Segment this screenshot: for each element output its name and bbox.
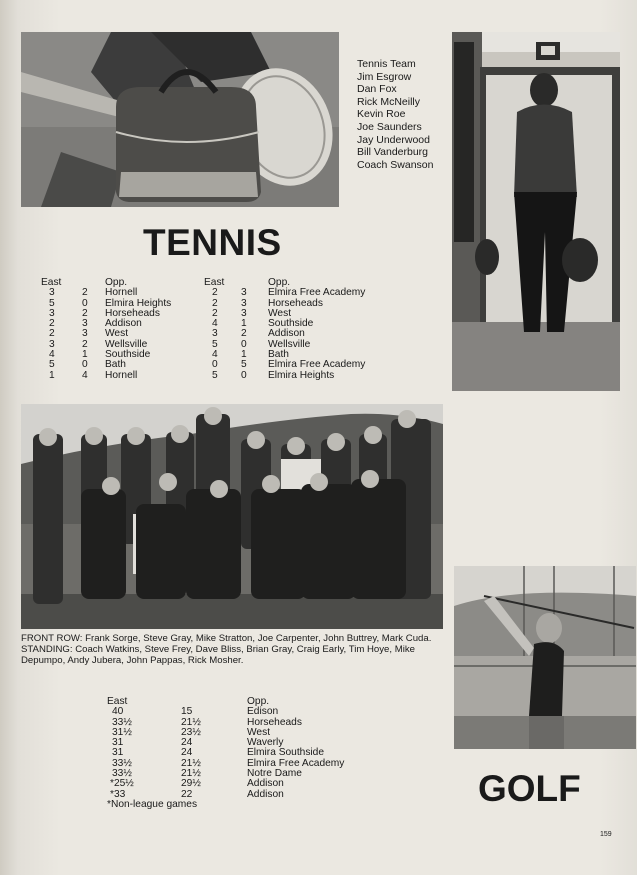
east-score: 3 bbox=[49, 338, 55, 350]
opp-score: 15 bbox=[181, 706, 193, 718]
east-score: 0 bbox=[212, 359, 218, 371]
opp-score: 3 bbox=[82, 328, 88, 340]
opp-header: Opp. bbox=[268, 277, 291, 288]
opp-score: 21½ bbox=[181, 716, 201, 728]
opponent: Addison bbox=[105, 318, 142, 330]
golf-team-caption: FRONT ROW: Frank Sorge, Steve Gray, Mike Stratton, Joe Carpenter, John Buttrey, Mark Cuda. STANDING: Coach Watkins, Steve Frey, Dave Bliss, Brian Gray, Craig Early, Tim Hoye, Mike Depumpo, Andy Jubera, John Pappas, Rick Mosher. bbox=[21, 633, 432, 667]
east-score: 4 bbox=[49, 349, 55, 361]
opponent: Elmira Free Academy bbox=[268, 359, 366, 371]
east-score: 40 bbox=[112, 706, 124, 718]
opponent: Wellsville bbox=[105, 338, 148, 350]
opponent: Southside bbox=[268, 318, 314, 330]
east-score: 2 bbox=[212, 297, 218, 309]
east-score: 33½ bbox=[112, 716, 132, 728]
east-score: 31 bbox=[112, 747, 124, 759]
opponent: Notre Dame bbox=[247, 768, 302, 780]
opp-score: 2 bbox=[241, 328, 247, 340]
score-row bbox=[107, 779, 367, 789]
score-row bbox=[204, 299, 404, 309]
footnote-row bbox=[107, 800, 367, 810]
tennis-player-walking-photo bbox=[452, 32, 620, 391]
east-score: 3 bbox=[49, 287, 55, 299]
opponent: Elmira Heights bbox=[105, 297, 172, 309]
opp-score: 0 bbox=[241, 338, 247, 350]
east-score: 4 bbox=[212, 318, 218, 330]
east-score: 5 bbox=[212, 369, 218, 381]
roster-name: Dan Fox bbox=[357, 83, 397, 96]
golf-scores bbox=[107, 697, 367, 810]
east-header: East bbox=[41, 277, 62, 288]
opponent: Addison bbox=[247, 788, 284, 800]
east-score: 33½ bbox=[112, 768, 132, 780]
roster-heading: Tennis Team bbox=[357, 58, 416, 70]
opp-score: 22 bbox=[181, 788, 193, 800]
east-score: *33 bbox=[110, 788, 126, 800]
opponent: Southside bbox=[105, 349, 151, 361]
east-score: 3 bbox=[212, 328, 218, 340]
opp-score: 21½ bbox=[181, 768, 201, 780]
golf-team-photo bbox=[21, 404, 443, 629]
east-score: *25½ bbox=[110, 778, 134, 790]
footnote: *Non-league games bbox=[107, 798, 198, 810]
tennis-scores-right bbox=[204, 278, 404, 381]
score-row bbox=[107, 707, 367, 717]
opp-score: 0 bbox=[82, 297, 88, 309]
opp-score: 21½ bbox=[181, 757, 201, 769]
opponent: West bbox=[247, 726, 271, 738]
opp-score: 1 bbox=[82, 349, 88, 361]
opponent: Waverly bbox=[247, 737, 284, 749]
east-score: 31½ bbox=[112, 726, 132, 738]
opp-header: Opp. bbox=[105, 277, 128, 288]
opponent: Wellsville bbox=[268, 338, 311, 350]
east-score: 4 bbox=[212, 349, 218, 361]
roster-name: Jay Underwood bbox=[357, 133, 430, 146]
opponent: Hornell bbox=[105, 287, 138, 299]
opp-score: 1 bbox=[241, 349, 247, 361]
score-row bbox=[204, 340, 404, 350]
tennis-scores-left bbox=[41, 278, 191, 381]
roster-name: Joe Saunders bbox=[357, 120, 422, 133]
opponent: Horseheads bbox=[105, 307, 160, 319]
opp-score: 1 bbox=[241, 318, 247, 330]
opponent: Elmira Southside bbox=[247, 747, 325, 759]
opp-score: 2 bbox=[82, 307, 88, 319]
east-score: 5 bbox=[49, 359, 55, 371]
opponent: Elmira Free Academy bbox=[247, 757, 345, 769]
opp-score: 3 bbox=[82, 318, 88, 330]
opp-score: 2 bbox=[82, 338, 88, 350]
roster-name: Jim Esgrow bbox=[357, 70, 412, 83]
east-score: 2 bbox=[212, 307, 218, 319]
opp-score: 5 bbox=[241, 359, 247, 371]
roster-coach: Coach Swanson bbox=[357, 158, 434, 171]
golfer-swing-photo bbox=[454, 566, 636, 749]
page-number: 159 bbox=[600, 831, 612, 838]
opp-score: 23½ bbox=[181, 726, 201, 738]
east-score: 31 bbox=[112, 737, 124, 749]
opp-score: 0 bbox=[82, 359, 88, 371]
tennis-title: TENNIS bbox=[143, 222, 282, 263]
opponent: Elmira Free Academy bbox=[268, 287, 366, 299]
score-row bbox=[107, 769, 367, 779]
opp-score: 3 bbox=[241, 287, 247, 299]
opp-header: Opp. bbox=[247, 696, 270, 707]
opp-score: 29½ bbox=[181, 778, 201, 790]
opponent: Addison bbox=[247, 778, 284, 790]
opp-score: 24 bbox=[181, 747, 193, 759]
east-score: 2 bbox=[49, 328, 55, 340]
east-score: 3 bbox=[49, 307, 55, 319]
opponent: Hornell bbox=[105, 369, 138, 381]
opp-score: 3 bbox=[241, 307, 247, 319]
opponent: West bbox=[105, 328, 129, 340]
score-row bbox=[107, 718, 367, 728]
east-header: East bbox=[204, 277, 225, 288]
opponent: Bath bbox=[105, 359, 126, 371]
opponent: Edison bbox=[247, 706, 279, 718]
east-score: 5 bbox=[212, 338, 218, 350]
opp-score: 24 bbox=[181, 737, 193, 749]
east-header: East bbox=[107, 696, 128, 707]
roster-name: Rick McNeilly bbox=[357, 95, 420, 108]
opponent: Bath bbox=[268, 349, 289, 361]
opp-score: 2 bbox=[82, 287, 88, 299]
opponent: Addison bbox=[268, 328, 305, 340]
opp-score: 0 bbox=[241, 369, 247, 381]
score-row bbox=[107, 738, 367, 748]
opponent: Horseheads bbox=[268, 297, 323, 309]
golf-title: GOLF bbox=[478, 768, 581, 809]
east-score: 5 bbox=[49, 297, 55, 309]
east-score: 2 bbox=[49, 318, 55, 330]
score-row bbox=[107, 759, 367, 769]
opponent: West bbox=[268, 307, 292, 319]
tennis-roster bbox=[357, 58, 433, 171]
score-row bbox=[107, 728, 367, 738]
roster-name: Kevin Roe bbox=[357, 108, 406, 121]
east-score: 1 bbox=[49, 369, 55, 381]
score-row bbox=[41, 371, 191, 381]
east-score: 33½ bbox=[112, 757, 132, 769]
opponent: Horseheads bbox=[247, 716, 302, 728]
opponent: Elmira Heights bbox=[268, 369, 335, 381]
tennis-bag-photo bbox=[21, 32, 339, 207]
score-row bbox=[204, 371, 404, 381]
opp-score: 3 bbox=[241, 297, 247, 309]
roster-name: Bill Vanderburg bbox=[357, 146, 429, 159]
opp-score: 4 bbox=[82, 369, 88, 381]
east-score: 2 bbox=[212, 287, 218, 299]
